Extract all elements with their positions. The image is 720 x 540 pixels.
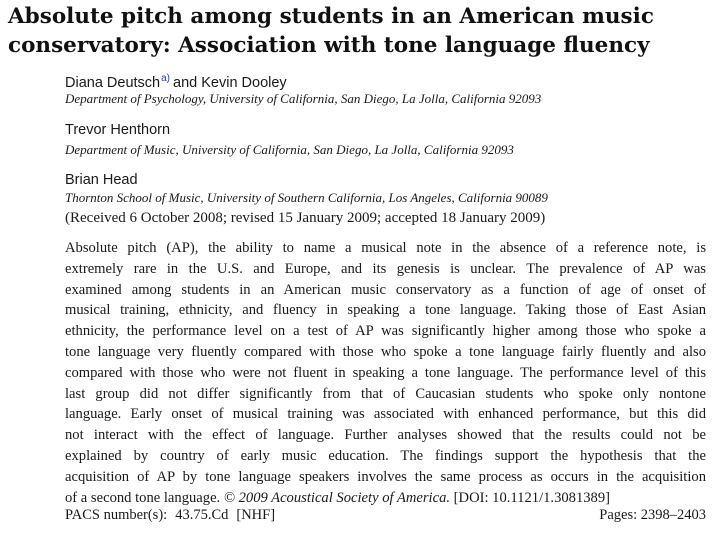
abstract-line: Absolute pitch (AP), the ability to name a musical note in the absence of a reference note, is: [65, 240, 706, 256]
affiliation-3: Thornton School of Music, University of Southern California, Los Angeles, California 90089: [65, 190, 548, 205]
affiliation-1: Department of Psychology, University of California, San Diego, La Jolla, California 92093: [65, 91, 542, 106]
pacs-value: 43.75.Cd: [175, 507, 229, 523]
pacs-numbers: [65, 506, 275, 524]
page-range: Pages: 2398–2403: [599, 507, 706, 523]
title-line-1: Absolute pitch among students in an American music: [8, 4, 654, 29]
abstract-line: language. Early onset of musical training was associated with enhanced performance, but this did: [65, 406, 706, 423]
copyright-notice: © 2009 Acoustical Society of America.: [223, 489, 451, 506]
abstract-line: ethnicity, the performance level on a test of AP was significantly higher among those who spoke a: [65, 323, 706, 340]
abstract-line: musical training, ethnicity, and fluency in speaking a tone language. Taking those of East Asian: [65, 302, 706, 319]
affiliation-2: Department of Music, University of California, San Diego, La Jolla, California 92093: [65, 142, 514, 157]
abstract-line: acquisition of AP by tone language speakers involves the same process as occurs in the acquisition: [65, 468, 706, 485]
author-footnote-marker: a): [161, 73, 171, 84]
author-line-3: Brian Head: [65, 172, 138, 188]
author-line-2: Trevor Henthorn: [65, 122, 171, 138]
coauthor-name: and Kevin Dooley: [173, 75, 287, 91]
abstract-line: explained by country of early music education. The findings support the hypothesis that the: [65, 447, 706, 464]
abstract-line: compared with those who were not fluent in speaking a tone language. The performance level of this: [65, 364, 706, 381]
abstract-line: not interact with the effect of language. Further analyses showed that the results could not be: [65, 427, 706, 444]
doi: [DOI: 10.1121/1.3081389]: [450, 489, 611, 506]
abstract-line: tone language very fluently compared with those who spoke a tone language fairly fluently and also: [65, 343, 706, 360]
author-line-1: [65, 70, 287, 92]
abstract-line: examined among students in an American music conservatory as a function of age of onset of: [65, 281, 706, 298]
received-dates: (Received 6 October 2008; revised 15 January 2009; accepted 18 January 2009): [65, 210, 546, 226]
pacs-label: PACS number(s):: [65, 507, 168, 523]
title-line-2: conservatory: Association with tone language fluency: [8, 33, 650, 58]
abstract-last-line-text: of a second tone language.: [65, 489, 224, 506]
abstract: [65, 238, 706, 508]
abstract-line: extremely rare in the U.S. and Europe, and its genesis is unclear. The prevalence of AP was: [65, 260, 706, 277]
author-name: Diana Deutsch: [65, 75, 161, 91]
abstract-line: last group did not differ significantly from that of Caucasian students who spoke only nontone: [65, 385, 706, 402]
paper-title: [8, 2, 714, 60]
pacs-tag: [NHF]: [236, 507, 276, 523]
